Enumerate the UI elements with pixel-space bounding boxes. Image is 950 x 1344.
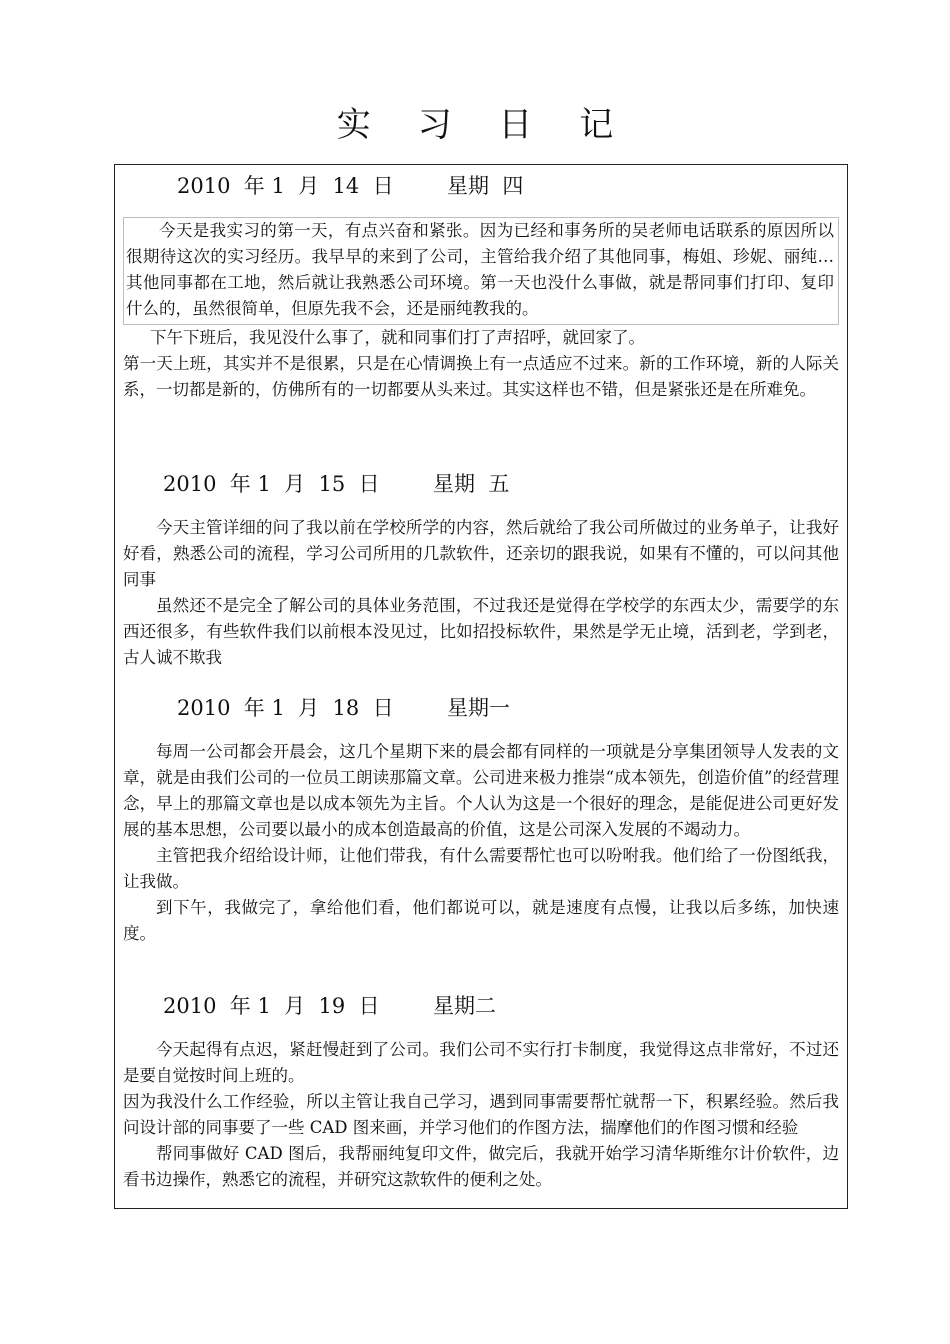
entry-paragraph: 帮同事做好 CAD 图后，我帮丽纯复印文件，做完后，我就开始学习清华斯维尔计价软件，边看书边操作，熟悉它的流程，并研究这款软件的便利之处。 <box>123 1144 839 1189</box>
diary-entry <box>123 693 839 947</box>
entry-paragraph: 下午下班后，我见没什么事了，就和同事们打了声招呼，就回家了。 <box>150 328 645 347</box>
entry-paragraph: 今天是我实习的第一天，有点兴奋和紧张。因为已经和事务所的吴老师电话联系的原因所以很期待这次的实习经历。我早早的来到了公司，主管给我介绍了其他同事，梅姐、珍妮、丽纯…其他同事都在工地，然后就让我熟悉公司环境。第一天也没什么事做，就是帮同事们打印、复印什么的，虽然很简单，但原先我不会，还是丽纯教我的。 <box>123 217 839 325</box>
diary-entry <box>123 171 839 403</box>
entry-paragraph: 虽然还不是完全了解公司的具体业务范围，不过我还是觉得在学校学的东西太少，需要学的东西还很多，有些软件我们以前根本没见过，比如招投标软件，果然是学无止境，活到老，学到老，古人诚不欺我 <box>123 596 839 667</box>
entry-paragraph: 主管把我介绍给设计师，让他们带我，有什么需要帮忙也可以吩咐我。他们给了一份图纸我，让我做。 <box>123 846 839 891</box>
diary-frame <box>114 164 848 1209</box>
entry-paragraph: 今天主管详细的问了我以前在学校所学的内容，然后就给了我公司所做过的业务单子，让我好好看，熟悉公司的流程，学习公司所用的几款软件，还亲切的跟我说，如果有不懂的，可以问其他同事 <box>123 518 839 589</box>
entry-body <box>123 1037 839 1193</box>
entry-paragraph: 因为我没什么工作经验，所以主管让我自己学习，遇到同事需要帮忙就帮一下，积累经验。然后我问设计部的同事要了一些 CAD 图来画，并学习他们的作图方法，揣摩他们的作图习惯和经验 <box>123 1092 839 1137</box>
diary-entry <box>123 469 839 671</box>
entry-body <box>123 217 839 403</box>
entry-date: 2010 年 1 月 15 日 星期 五 <box>163 472 510 496</box>
entry-paragraph: 今天起得有点迟，紧赶慢赶到了公司。我们公司不实行打卡制度，我觉得这点非常好，不过还是要自觉按时间上班的。 <box>123 1040 839 1085</box>
entry-paragraph: 到下午，我做完了，拿给他们看，他们都说可以，就是速度有点慢，让我以后多练，加快速度。 <box>123 898 839 943</box>
entry-date: 2010 年 1 月 14 日 星期 四 <box>177 174 524 198</box>
entry-paragraph: 每周一公司都会开晨会，这几个星期下来的晨会都有同样的一项就是分享集团领导人发表的文章，就是由我们公司的一位员工朗读那篇文章。公司进来极力推崇“成本领先，创造价值”的经营理念，早上的那篇文章也是以成本领先为主旨。个人认为这是一个很好的理念，是能促进公司更好发展的基本思想，公司要以最小的成本创造最高的价值，这是公司深入发展的不竭动力。 <box>123 742 839 839</box>
diary-entry <box>123 991 839 1193</box>
entry-date: 2010 年 1 月 18 日 星期一 <box>177 696 511 720</box>
page-title: 实 习 日 记 <box>336 105 632 145</box>
entry-body <box>123 515 839 671</box>
entry-body <box>123 739 839 947</box>
entry-paragraph: 第一天上班，其实并不是很累，只是在心情调换上有一点适应不过来。新的工作环境，新的人际关系，一切都是新的，仿佛所有的一切都要从头来过。其实这样也不错，但是紧张还是在所难免。 <box>123 354 839 399</box>
entry-date: 2010 年 1 月 19 日 星期二 <box>163 994 497 1018</box>
